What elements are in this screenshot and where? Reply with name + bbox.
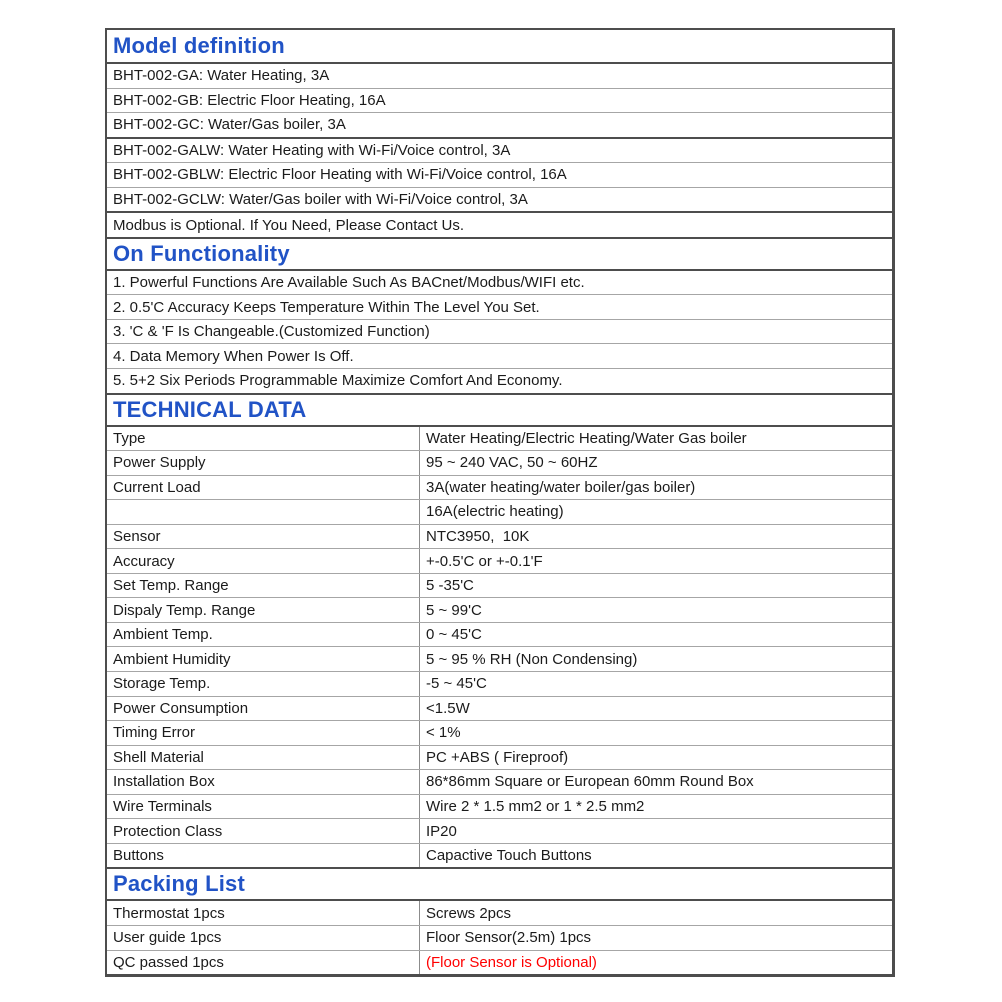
- spec-label-cell: [107, 746, 420, 770]
- spec-value: IP20: [426, 822, 457, 840]
- model-row: [107, 163, 892, 188]
- spec-label: Power Supply: [113, 454, 206, 472]
- packing-item: QC passed 1pcs: [113, 953, 224, 971]
- spec-value: NTC3950, 10K: [426, 528, 530, 546]
- packing-item-cell: [420, 926, 892, 950]
- model-note-text: Modbus is Optional. If You Need, Please Contact Us.: [113, 216, 465, 234]
- spec-label: Storage Temp.: [113, 675, 211, 693]
- spec-value-cell: [420, 451, 892, 475]
- spec-row-shell-material: [107, 746, 892, 771]
- functionality-text: 4. Data Memory When Power Is Off.: [113, 347, 354, 365]
- spec-row-ambient-humidity: [107, 647, 892, 672]
- spec-row-protection-class: [107, 819, 892, 844]
- packing-item-cell: [107, 951, 420, 975]
- spec-value-cell: [420, 844, 892, 868]
- packing-optional-note: (Floor Sensor is Optional): [426, 953, 597, 971]
- packing-row: [107, 951, 892, 975]
- spec-label-cell: [107, 672, 420, 696]
- spec-label: Timing Error: [113, 724, 195, 742]
- spec-value: PC +ABS ( Fireproof): [426, 748, 569, 766]
- spec-label-cell: [107, 844, 420, 868]
- model-row: [107, 113, 892, 139]
- spec-value: Wire 2 * 1.5 mm2 or 1 * 2.5 mm2: [426, 798, 645, 816]
- spec-value: 16A(electric heating): [426, 503, 564, 521]
- model-note-row: [107, 213, 892, 237]
- packing-row: [107, 926, 892, 951]
- spec-value-cell: [420, 697, 892, 721]
- spec-sheet: [105, 28, 895, 977]
- spec-label: Accuracy: [113, 552, 175, 570]
- spec-label-cell: [107, 549, 420, 573]
- spec-value-cell: [420, 795, 892, 819]
- model-row: [107, 64, 892, 89]
- section-title: Packing List: [113, 871, 245, 897]
- spec-value: 3A(water heating/water boiler/gas boiler): [426, 478, 696, 496]
- model-row: [107, 139, 892, 164]
- spec-row-type: [107, 427, 892, 452]
- spec-label: Set Temp. Range: [113, 577, 229, 595]
- spec-value-cell: [420, 525, 892, 549]
- spec-label: Power Consumption: [113, 699, 249, 717]
- spec-value-cell: [420, 647, 892, 671]
- spec-value-cell: [420, 574, 892, 598]
- packing-item: Thermostat 1pcs: [113, 904, 225, 922]
- spec-label-cell: [107, 721, 420, 745]
- spec-row-accuracy: [107, 549, 892, 574]
- spec-label: Installation Box: [113, 773, 215, 791]
- spec-label-cell: [107, 476, 420, 500]
- spec-value-cell: [420, 427, 892, 451]
- model-row: [107, 89, 892, 114]
- section-header-packing-list: [107, 867, 892, 901]
- spec-label: Ambient Humidity: [113, 650, 231, 668]
- spec-label-cell: [107, 427, 420, 451]
- spec-row-wire-terminals: [107, 795, 892, 820]
- spec-row-current-load-2: [107, 500, 892, 525]
- spec-row-current-load: [107, 476, 892, 501]
- spec-label: Buttons: [113, 847, 164, 865]
- spec-label-cell: [107, 623, 420, 647]
- spec-row-installation-box: [107, 770, 892, 795]
- packing-item-cell: [107, 901, 420, 925]
- spec-label: Current Load: [113, 478, 201, 496]
- spec-value: 5 -35'C: [426, 577, 474, 595]
- model-row-text: BHT-002-GBLW: Electric Floor Heating with Wi-Fi/Voice control, 16A: [113, 166, 567, 184]
- functionality-row: [107, 344, 892, 369]
- spec-value-cell: [420, 770, 892, 794]
- spec-label-cell: [107, 795, 420, 819]
- spec-value: Capactive Touch Buttons: [426, 847, 592, 865]
- spec-label-cell: [107, 697, 420, 721]
- packing-item-cell: [420, 901, 892, 925]
- spec-label-cell: [107, 451, 420, 475]
- spec-label: Sensor: [113, 528, 161, 546]
- packing-item: Screws 2pcs: [426, 904, 512, 922]
- spec-label: Type: [113, 429, 146, 447]
- spec-label-cell: [107, 770, 420, 794]
- spec-label-cell: [107, 598, 420, 622]
- spec-label-cell: [107, 500, 420, 524]
- functionality-row: [107, 320, 892, 345]
- packing-optional-note-cell: [420, 951, 892, 975]
- section-header-model-definition: [107, 30, 892, 64]
- spec-value-cell: [420, 672, 892, 696]
- section-title: On Functionality: [113, 240, 290, 266]
- spec-row-set-temp-range: [107, 574, 892, 599]
- section-header-functionality: [107, 237, 892, 271]
- spec-value: 5 ~ 95 % RH (Non Condensing): [426, 650, 638, 668]
- spec-row-ambient-temp: [107, 623, 892, 648]
- spec-value-cell: [420, 819, 892, 843]
- model-row-text: BHT-002-GB: Electric Floor Heating, 16A: [113, 91, 386, 109]
- spec-value-cell: [420, 623, 892, 647]
- spec-value-cell: [420, 476, 892, 500]
- spec-label-cell: [107, 525, 420, 549]
- spec-row-power-supply: [107, 451, 892, 476]
- model-row-text: BHT-002-GA: Water Heating, 3A: [113, 67, 330, 85]
- section-header-technical-data: [107, 393, 892, 427]
- section-title: TECHNICAL DATA: [113, 396, 307, 422]
- model-row: [107, 188, 892, 214]
- functionality-text: 2. 0.5'C Accuracy Keeps Temperature Within The Level You Set.: [113, 298, 540, 316]
- packing-item: Floor Sensor(2.5m) 1pcs: [426, 929, 592, 947]
- spec-row-timing-error: [107, 721, 892, 746]
- functionality-row: [107, 369, 892, 393]
- spec-value-cell: [420, 500, 892, 524]
- model-row-text: BHT-002-GCLW: Water/Gas boiler with Wi-Fi/Voice control, 3A: [113, 191, 528, 208]
- packing-item-cell: [107, 926, 420, 950]
- spec-row-display-temp-range: [107, 598, 892, 623]
- spec-label-cell: [107, 819, 420, 843]
- spec-value-cell: [420, 549, 892, 573]
- spec-value: 95 ~ 240 VAC, 50 ~ 60HZ: [426, 454, 598, 472]
- spec-value: <1.5W: [426, 699, 470, 717]
- spec-value-cell: [420, 721, 892, 745]
- model-row-text: BHT-002-GC: Water/Gas boiler, 3A: [113, 116, 346, 134]
- model-row-text: BHT-002-GALW: Water Heating with Wi-Fi/Voice control, 3A: [113, 141, 511, 159]
- functionality-row: [107, 271, 892, 296]
- packing-row: [107, 901, 892, 926]
- spec-row-sensor: [107, 525, 892, 550]
- section-title: Model definition: [113, 33, 285, 58]
- spec-label-cell: [107, 574, 420, 598]
- packing-item: User guide 1pcs: [113, 929, 222, 947]
- functionality-text: 5. 5+2 Six Periods Programmable Maximize Comfort And Economy.: [113, 372, 563, 390]
- spec-label: Shell Material: [113, 748, 204, 766]
- spec-row-storage-temp: [107, 672, 892, 697]
- spec-value: Water Heating/Electric Heating/Water Gas boiler: [426, 429, 747, 447]
- spec-value: +-0.5'C or +-0.1'F: [426, 552, 543, 570]
- spec-value: -5 ~ 45'C: [426, 675, 487, 693]
- spec-label: Wire Terminals: [113, 798, 212, 816]
- spec-label: Dispaly Temp. Range: [113, 601, 256, 619]
- functionality-text: 1. Powerful Functions Are Available Such As BACnet/Modbus/WIFI etc.: [113, 274, 585, 292]
- spec-label: Protection Class: [113, 822, 223, 840]
- spec-value: 0 ~ 45'C: [426, 626, 482, 644]
- spec-value: 86*86mm Square or European 60mm Round Box: [426, 773, 754, 791]
- spec-label: Ambient Temp.: [113, 626, 213, 644]
- spec-value: < 1%: [426, 724, 461, 742]
- spec-label-cell: [107, 647, 420, 671]
- functionality-text: 3. 'C & 'F Is Changeable.(Customized Function): [113, 323, 430, 341]
- spec-row-buttons: [107, 844, 892, 868]
- spec-value-cell: [420, 598, 892, 622]
- spec-value-cell: [420, 746, 892, 770]
- spec-value: 5 ~ 99'C: [426, 601, 482, 619]
- spec-row-power-consumption: [107, 697, 892, 722]
- functionality-row: [107, 295, 892, 320]
